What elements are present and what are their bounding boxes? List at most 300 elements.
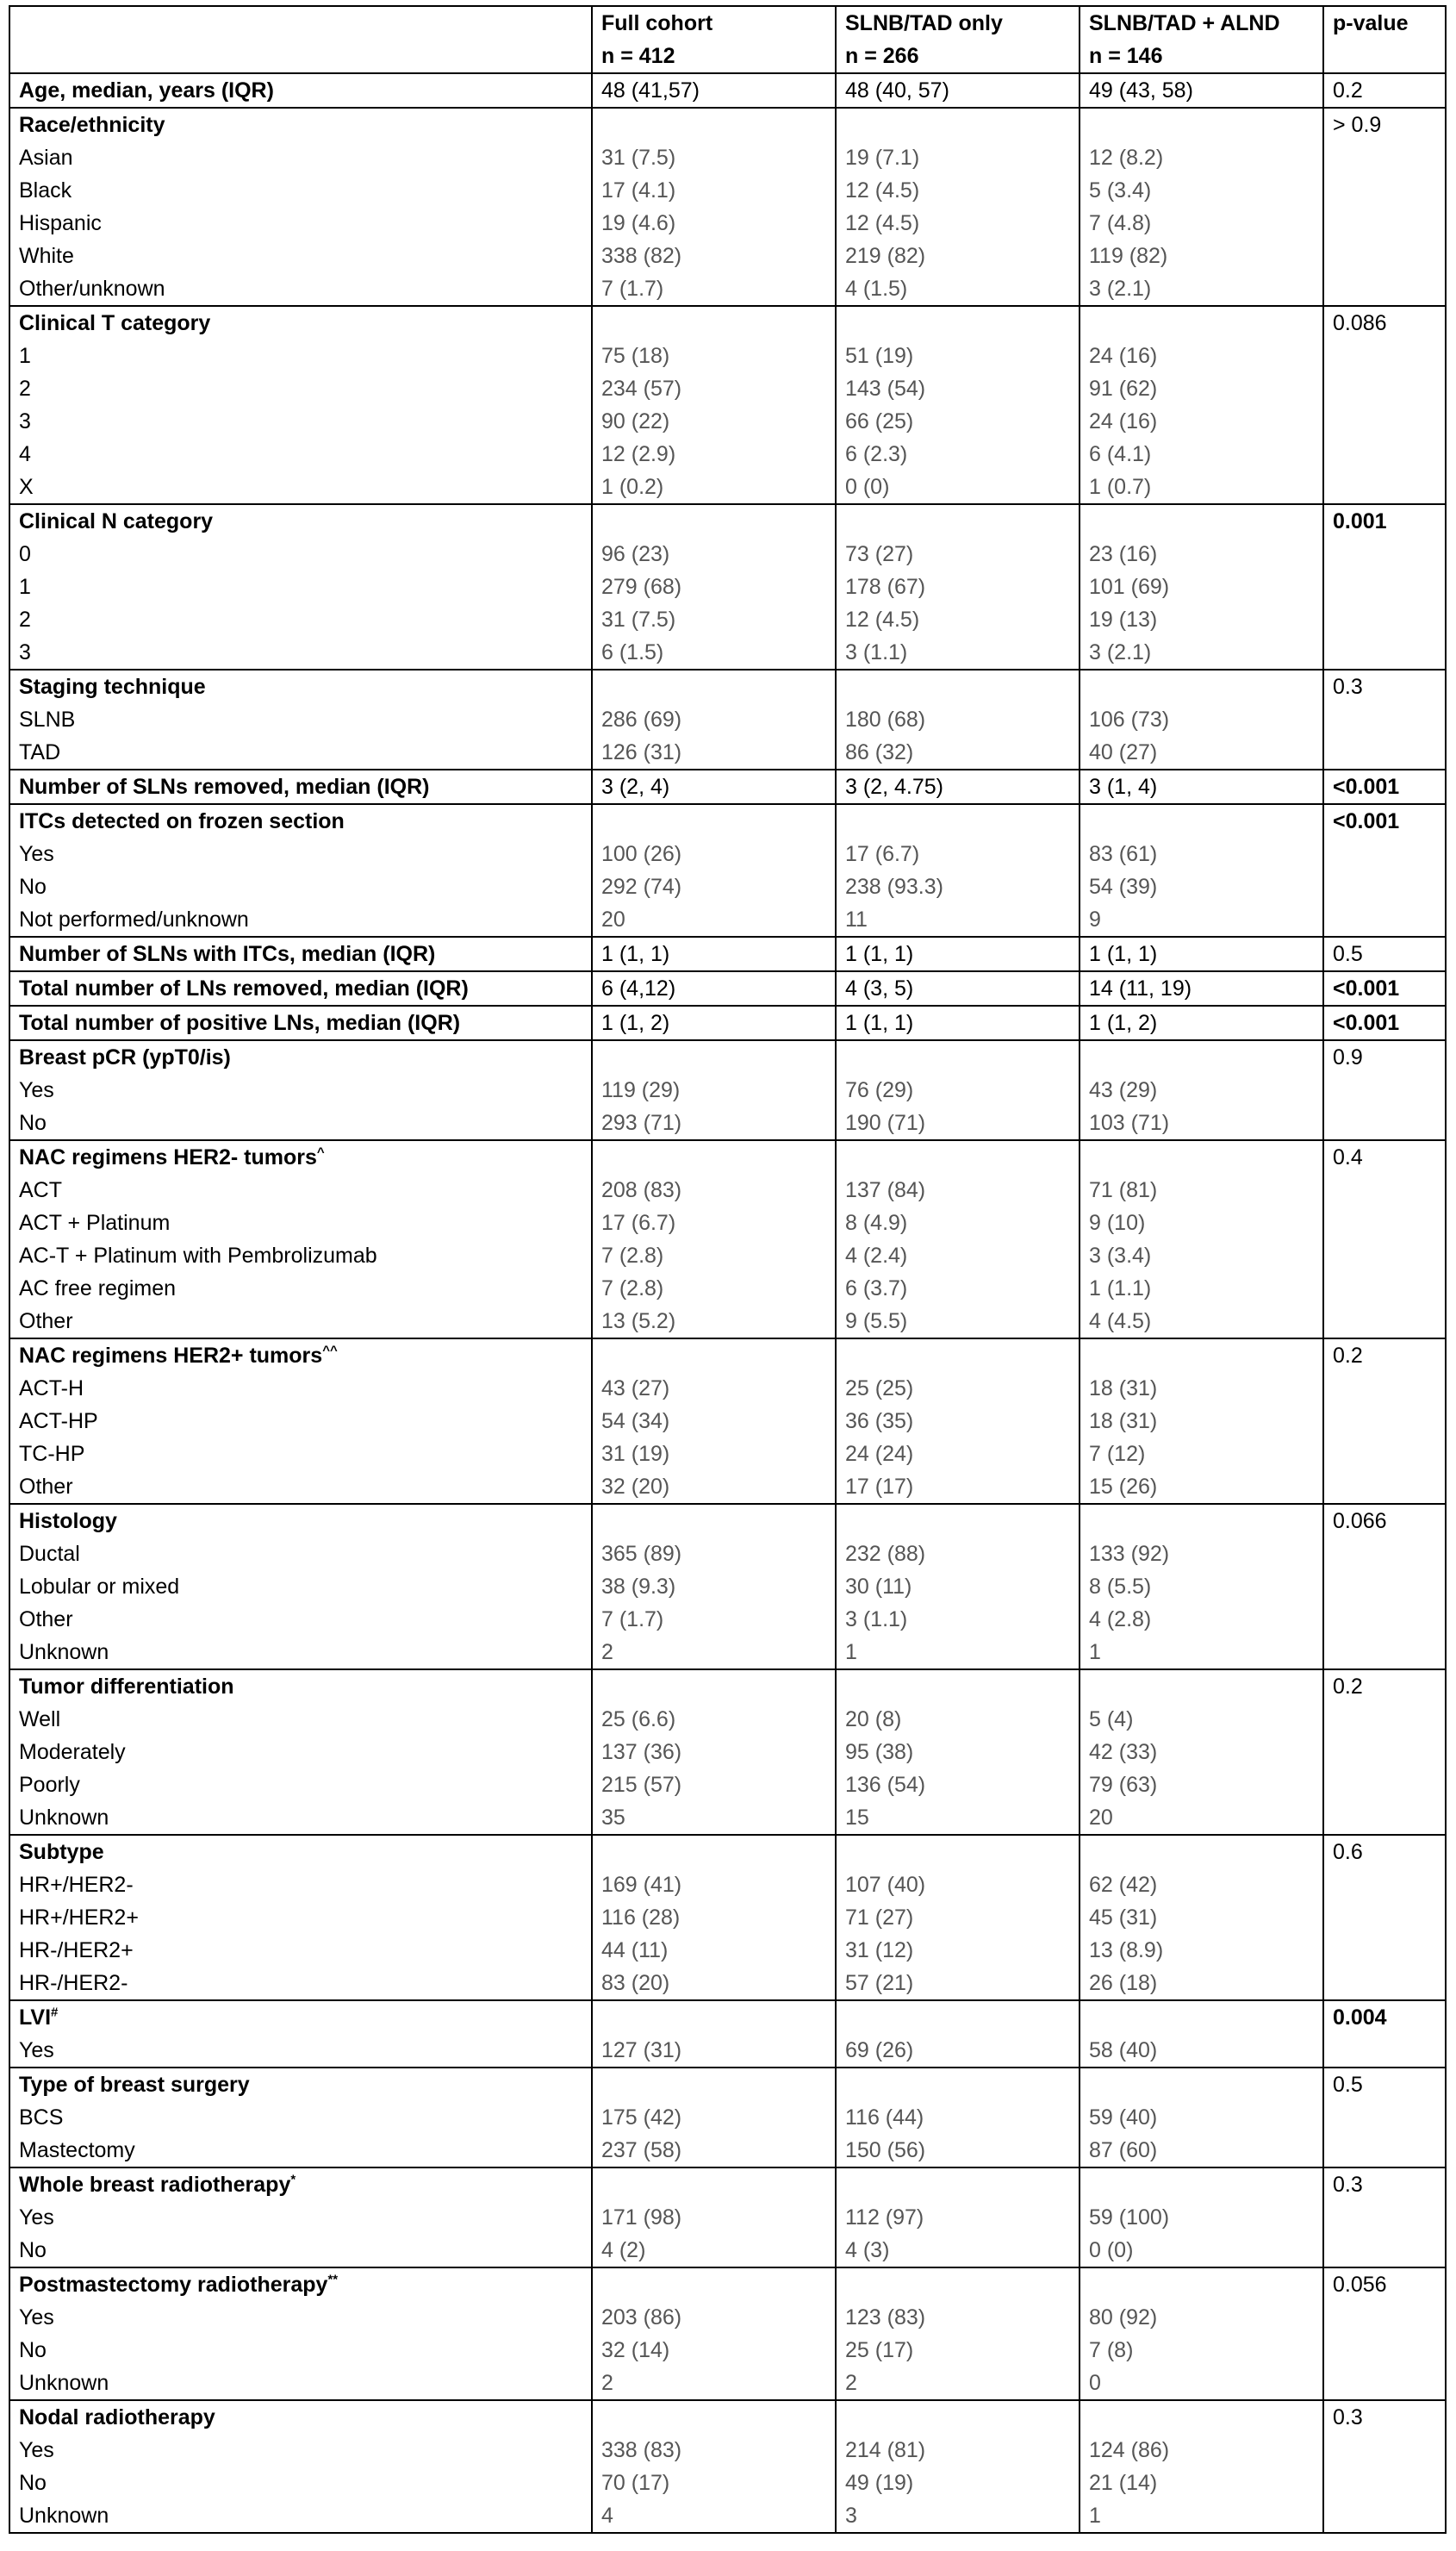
category-label: BCS (19, 2105, 64, 2130)
variable-title (19, 109, 591, 141)
value-cell (836, 306, 1080, 504)
summary-value: 1 (1, 1) (601, 942, 670, 966)
count-value: 17 (6.7) (845, 842, 920, 866)
value-cell (592, 2000, 836, 2068)
variable-title-text: Race/ethnicity (19, 113, 165, 137)
table-body (9, 6, 1446, 2533)
value-cell (592, 108, 836, 306)
count-value: 208 (83) (601, 1178, 682, 1202)
count-value: 237 (58) (601, 2138, 682, 2162)
value-cell (592, 306, 836, 504)
count-value: 71 (27) (845, 1905, 914, 1930)
count-value: 106 (73) (1089, 708, 1170, 732)
variable-cell (9, 2068, 592, 2167)
value-cell (592, 804, 836, 937)
variable-title (19, 1505, 591, 1537)
value-cell (1080, 1504, 1323, 1669)
count-value: 127 (31) (601, 2038, 682, 2062)
header-slnb-tad-alnd (1080, 6, 1323, 73)
variable-title-text: Subtype (19, 1840, 104, 1864)
count-value: 6 (2.3) (845, 442, 908, 466)
variable-cell (9, 504, 592, 670)
p-value-cell (1323, 2068, 1446, 2167)
p-value-cell (1323, 1040, 1446, 1140)
value-cell (1080, 306, 1323, 504)
value-cell (1080, 670, 1323, 770)
count-value: 23 (16) (1089, 542, 1158, 566)
spacer (845, 2401, 1079, 2434)
variable-cell (9, 1006, 592, 1040)
count-value: 18 (31) (1089, 1376, 1158, 1400)
variable-cell (9, 770, 592, 804)
value-cell (836, 971, 1080, 1006)
variable-title (19, 2168, 591, 2201)
table-row (9, 1040, 1446, 1140)
variable-cell (9, 937, 592, 971)
count-value: 91 (62) (1089, 377, 1158, 401)
summary-value: 1 (1, 1) (1089, 942, 1158, 966)
variable-cell (9, 804, 592, 937)
value-cell (592, 504, 836, 670)
category-label: Yes (19, 1078, 54, 1102)
count-value: 171 (98) (601, 2205, 682, 2230)
value-cell (1080, 2400, 1323, 2533)
category-label: Unknown (19, 1806, 109, 1830)
value-cell (836, 2167, 1080, 2267)
category-label: X (19, 475, 34, 499)
count-value: 175 (42) (601, 2105, 682, 2130)
count-value: 137 (84) (845, 1178, 926, 1202)
spacer (1089, 1505, 1322, 1537)
spacer (845, 2268, 1079, 2301)
category-label: Other (19, 1309, 73, 1333)
count-value: 19 (4.6) (601, 211, 676, 235)
spacer (1089, 505, 1322, 538)
value-cell (836, 2267, 1080, 2400)
value-cell (592, 1504, 836, 1669)
count-value: 215 (57) (601, 1773, 682, 1797)
category-label: AC free regimen (19, 1276, 177, 1300)
value-cell (836, 1006, 1080, 1040)
spacer (601, 1339, 835, 1372)
spacer (1089, 805, 1322, 838)
count-value: 7 (4.8) (1089, 211, 1152, 235)
header-full-cohort-n: n = 412 (601, 44, 675, 68)
variable-title (19, 2068, 591, 2101)
variable-title (19, 770, 591, 803)
count-value: 7 (2.8) (601, 1244, 664, 1268)
p-value: 0.5 (1333, 942, 1363, 966)
variable-title-text: Clinical T category (19, 311, 211, 335)
spacer (845, 1041, 1079, 1074)
value-cell (1080, 937, 1323, 971)
category-label: Moderately (19, 1740, 126, 1764)
count-value: 12 (2.9) (601, 442, 676, 466)
category-label: Lobular or mixed (19, 1575, 180, 1599)
value-cell (1080, 504, 1323, 670)
count-value: 3 (1.1) (845, 1607, 908, 1631)
count-value: 180 (68) (845, 708, 926, 732)
spacer (845, 307, 1079, 340)
category-label: Other/unknown (19, 277, 165, 301)
category-label: ACT (19, 1178, 62, 1202)
count-value: 178 (67) (845, 575, 926, 599)
value-cell (836, 804, 1080, 937)
value-cell (1080, 770, 1323, 804)
count-value: 116 (44) (845, 2105, 924, 2130)
variable-title (19, 1141, 591, 1174)
value-cell (592, 1669, 836, 1835)
count-value: 2 (601, 1640, 613, 1664)
category-label: Other (19, 1475, 73, 1499)
count-value: 0 (0) (1089, 2238, 1134, 2262)
value-cell (1080, 2267, 1323, 2400)
header-slnb-tad-only-n: n = 266 (845, 44, 919, 68)
variable-cell (9, 1835, 592, 2000)
footnote-marker: # (51, 2005, 59, 2020)
count-value: 44 (11) (601, 1938, 669, 1962)
variable-title-text: ITCs detected on frozen section (19, 809, 345, 833)
table-row (9, 1140, 1446, 1338)
count-value: 1 (0.2) (601, 475, 664, 499)
count-value: 11 (845, 908, 868, 932)
count-value: 83 (20) (601, 1971, 670, 1995)
count-value: 12 (8.2) (1089, 146, 1164, 170)
count-value: 38 (9.3) (601, 1575, 676, 1599)
category-label: No (19, 1111, 47, 1135)
p-value-cell (1323, 804, 1446, 937)
count-value: 58 (40) (1089, 2038, 1158, 2062)
count-value: 32 (14) (601, 2338, 670, 2362)
count-value: 1 (1.1) (1089, 1276, 1152, 1300)
summary-value: 3 (2, 4.75) (845, 775, 943, 799)
count-value: 12 (4.5) (845, 211, 920, 235)
summary-value: 1 (1, 1) (845, 942, 914, 966)
category-label: 3 (19, 409, 31, 433)
count-value: 66 (25) (845, 409, 914, 433)
count-value: 96 (23) (601, 542, 670, 566)
count-value: 234 (57) (601, 377, 682, 401)
count-value: 54 (39) (1089, 875, 1158, 899)
count-value: 6 (4.1) (1089, 442, 1152, 466)
table-row (9, 306, 1446, 504)
value-cell (836, 108, 1080, 306)
table-row (9, 2267, 1446, 2400)
table-row (9, 1835, 1446, 2000)
count-value: 20 (601, 908, 625, 932)
category-label: No (19, 2238, 47, 2262)
table-row (9, 937, 1446, 971)
p-value-cell (1323, 971, 1446, 1006)
value-cell (592, 2068, 836, 2167)
p-value-cell (1323, 1338, 1446, 1504)
p-value-cell (1323, 937, 1446, 971)
category-label: Yes (19, 2038, 54, 2062)
count-value: 4 (601, 2504, 613, 2528)
spacer (1089, 2001, 1322, 2034)
count-value: 20 (1089, 1806, 1113, 1830)
variable-title (19, 1007, 591, 1039)
count-value: 73 (27) (845, 542, 914, 566)
spacer (601, 1505, 835, 1537)
p-value: 0.3 (1333, 2405, 1363, 2429)
spacer (601, 505, 835, 538)
value-cell (836, 770, 1080, 804)
category-label: Unknown (19, 2504, 109, 2528)
variable-title (19, 972, 591, 1005)
value-cell (836, 1140, 1080, 1338)
variable-title-text: Postmastectomy radiotherapy (19, 2273, 328, 2297)
value-cell (836, 2068, 1080, 2167)
spacer (845, 505, 1079, 538)
variable-title-text: Breast pCR (ypT0/is) (19, 1045, 231, 1070)
variable-cell (9, 108, 592, 306)
count-value: 18 (31) (1089, 1409, 1158, 1433)
spacer (601, 2001, 835, 2034)
footnote-marker: ** (327, 2272, 339, 2287)
spacer (601, 307, 835, 340)
count-value: 9 (5.5) (845, 1309, 908, 1333)
category-label: Not performed/unknown (19, 908, 249, 932)
count-value: 57 (21) (845, 1971, 914, 1995)
count-value: 59 (40) (1089, 2105, 1158, 2130)
p-value-cell (1323, 108, 1446, 306)
category-label: HR-/HER2- (19, 1971, 128, 1995)
category-label: TC-HP (19, 1442, 85, 1466)
table-row (9, 73, 1446, 108)
count-value: 95 (38) (845, 1740, 914, 1764)
category-label: 2 (19, 608, 31, 632)
count-value: 112 (97) (845, 2205, 924, 2230)
count-value: 43 (27) (601, 1376, 670, 1400)
p-value-cell (1323, 1835, 1446, 2000)
variable-title-text: Nodal radiotherapy (19, 2405, 215, 2429)
value-cell (1080, 1835, 1323, 2000)
p-value-cell (1323, 2000, 1446, 2068)
table-row (9, 1338, 1446, 1504)
value-cell (836, 1669, 1080, 1835)
count-value: 35 (601, 1806, 625, 1830)
count-value: 214 (81) (845, 2438, 926, 2462)
p-value: > 0.9 (1333, 113, 1382, 137)
count-value: 6 (1.5) (601, 640, 664, 664)
spacer (601, 1670, 835, 1703)
category-label: 3 (19, 640, 31, 664)
p-value-cell (1323, 2400, 1446, 2533)
p-value-cell (1323, 2167, 1446, 2267)
variable-title-text: LVI (19, 2005, 52, 2030)
category-label: ACT-HP (19, 1409, 98, 1433)
variable-title (19, 1670, 591, 1703)
category-label: 4 (19, 442, 31, 466)
count-value: 69 (26) (845, 2038, 914, 2062)
count-value: 26 (18) (1089, 1971, 1158, 1995)
p-value-cell (1323, 1669, 1446, 1835)
spacer (601, 2068, 835, 2101)
variable-title-text: Number of SLNs removed, median (IQR) (19, 775, 430, 799)
value-cell (1080, 1006, 1323, 1040)
count-value: 100 (26) (601, 842, 682, 866)
count-value: 107 (40) (845, 1873, 926, 1897)
category-label: Black (19, 178, 72, 203)
count-value: 292 (74) (601, 875, 682, 899)
count-value: 20 (8) (845, 1707, 902, 1731)
value-cell (836, 73, 1080, 108)
category-label: Unknown (19, 2371, 109, 2395)
spacer (845, 1836, 1079, 1868)
variable-title (19, 1041, 591, 1074)
value-cell (1080, 2167, 1323, 2267)
variable-title (19, 1836, 591, 1868)
header-row (9, 6, 1446, 73)
count-value: 3 (1.1) (845, 640, 908, 664)
count-value: 80 (92) (1089, 2305, 1158, 2330)
summary-value: 4 (3, 5) (845, 976, 914, 1001)
p-value: <0.001 (1333, 1011, 1400, 1035)
value-cell (592, 2267, 836, 2400)
table-row (9, 2000, 1446, 2068)
footnote-marker: ^^ (322, 1343, 338, 1358)
count-value: 238 (93.3) (845, 875, 943, 899)
cohort-characteristics-table (9, 5, 1447, 2534)
count-value: 54 (34) (601, 1409, 670, 1433)
summary-value: 49 (43, 58) (1089, 78, 1193, 103)
p-value-cell (1323, 504, 1446, 670)
category-label: No (19, 2338, 47, 2362)
variable-cell (9, 306, 592, 504)
variable-title (19, 2268, 591, 2301)
summary-value: 14 (11, 19) (1089, 976, 1192, 1001)
spacer (1089, 1670, 1322, 1703)
count-value: 338 (83) (601, 2438, 682, 2462)
value-cell (1080, 1040, 1323, 1140)
header-full-cohort (592, 6, 836, 73)
category-label: Ductal (19, 1542, 80, 1566)
count-value: 338 (82) (601, 244, 682, 268)
variable-title-text: Histology (19, 1509, 117, 1533)
count-value: 116 (28) (601, 1905, 681, 1930)
value-cell (1080, 108, 1323, 306)
summary-value: 1 (1, 2) (601, 1011, 670, 1035)
category-label: Mastectomy (19, 2138, 135, 2162)
summary-value: 1 (1, 2) (1089, 1011, 1158, 1035)
p-value-cell (1323, 306, 1446, 504)
spacer (601, 2168, 835, 2201)
count-value: 13 (8.9) (1089, 1938, 1164, 1962)
p-value: 0.2 (1333, 1344, 1363, 1368)
spacer (1089, 2168, 1322, 2201)
count-value: 17 (17) (845, 1475, 914, 1499)
count-value: 4 (2) (601, 2238, 646, 2262)
spacer (845, 1505, 1079, 1537)
variable-cell (9, 670, 592, 770)
value-cell (1080, 2068, 1323, 2167)
variable-cell (9, 2267, 592, 2400)
count-value: 59 (100) (1089, 2205, 1170, 2230)
category-label: No (19, 875, 47, 899)
count-value: 169 (41) (601, 1873, 682, 1897)
value-cell (1080, 1669, 1323, 1835)
count-value: 75 (18) (601, 344, 670, 368)
count-value: 19 (13) (1089, 608, 1158, 632)
count-value: 49 (19) (845, 2471, 914, 2495)
count-value: 101 (69) (1089, 575, 1170, 599)
count-value: 3 (2.1) (1089, 277, 1152, 301)
summary-value: 48 (40, 57) (845, 78, 949, 103)
variable-title (19, 307, 591, 340)
count-value: 0 (1089, 2371, 1101, 2395)
variable-title-text: Staging technique (19, 675, 206, 699)
spacer (1089, 1041, 1322, 1074)
spacer (1089, 109, 1322, 141)
count-value: 150 (56) (845, 2138, 926, 2162)
header-variable (9, 6, 592, 73)
value-cell (1080, 804, 1323, 937)
category-label: TAD (19, 740, 61, 764)
count-value: 79 (63) (1089, 1773, 1158, 1797)
category-label: 2 (19, 377, 31, 401)
value-cell (592, 73, 836, 108)
value-cell (836, 2400, 1080, 2533)
spacer (1089, 2401, 1322, 2434)
category-label: Yes (19, 2205, 54, 2230)
value-cell (592, 2400, 836, 2533)
category-label: HR+/HER2+ (19, 1905, 139, 1930)
variable-title (19, 505, 591, 538)
spacer (845, 2068, 1079, 2101)
count-value: 3 (845, 2504, 857, 2528)
count-value: 70 (17) (601, 2471, 670, 2495)
value-cell (836, 1338, 1080, 1504)
count-value: 7 (2.8) (601, 1276, 664, 1300)
category-label: AC-T + Platinum with Pembrolizumab (19, 1244, 377, 1268)
p-value: <0.001 (1333, 809, 1400, 833)
header-full-cohort-label: Full cohort (601, 11, 713, 35)
p-value-cell (1323, 770, 1446, 804)
p-value: 0.6 (1333, 1840, 1363, 1864)
variable-title (19, 2001, 591, 2034)
spacer (1089, 1339, 1322, 1372)
count-value: 4 (2.4) (845, 1244, 908, 1268)
count-value: 12 (4.5) (845, 178, 920, 203)
category-label: Yes (19, 842, 54, 866)
count-value: 7 (1.7) (601, 1607, 664, 1631)
count-value: 286 (69) (601, 708, 682, 732)
spacer (601, 109, 835, 141)
category-label: ACT + Platinum (19, 1211, 171, 1235)
value-cell (592, 2167, 836, 2267)
value-cell (1080, 1140, 1323, 1338)
count-value: 0 (0) (845, 475, 890, 499)
count-value: 45 (31) (1089, 1905, 1158, 1930)
spacer (845, 670, 1079, 703)
variable-title-text: Age, median, years (IQR) (19, 78, 274, 103)
count-value: 2 (845, 2371, 857, 2395)
count-value: 1 (1089, 2504, 1101, 2528)
count-value: 21 (14) (1089, 2471, 1158, 2495)
value-cell (1080, 1338, 1323, 1504)
count-value: 4 (3) (845, 2238, 890, 2262)
count-value: 36 (35) (845, 1409, 914, 1433)
count-value: 2 (601, 2371, 613, 2395)
value-cell (836, 504, 1080, 670)
count-value: 43 (29) (1089, 1078, 1158, 1102)
summary-value: 3 (1, 4) (1089, 775, 1158, 799)
count-value: 31 (19) (601, 1442, 670, 1466)
variable-title (19, 805, 591, 838)
count-value: 32 (20) (601, 1475, 670, 1499)
count-value: 7 (12) (1089, 1442, 1146, 1466)
